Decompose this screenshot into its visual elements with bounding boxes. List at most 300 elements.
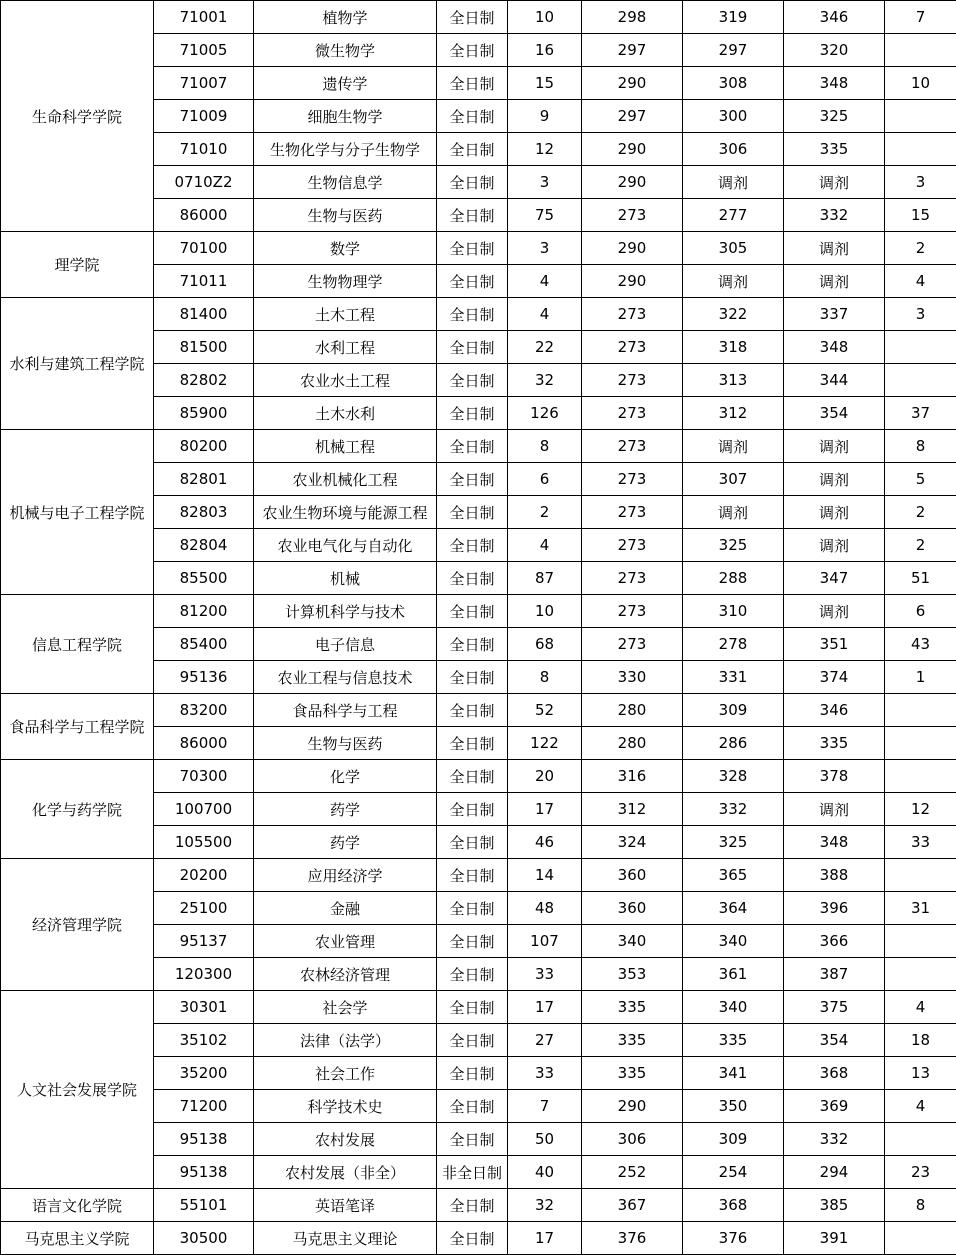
study-mode-cell: 全日制 bbox=[437, 463, 508, 496]
high-score-cell: 375 bbox=[784, 991, 885, 1024]
table-row bbox=[1, 298, 956, 331]
high-score-cell: 354 bbox=[784, 1024, 885, 1057]
count-cell: 8 bbox=[508, 430, 582, 463]
major-cell: 电子信息 bbox=[254, 628, 437, 661]
study-mode-cell: 全日制 bbox=[437, 661, 508, 694]
study-mode-cell: 全日制 bbox=[437, 265, 508, 298]
count-cell: 2 bbox=[508, 496, 582, 529]
low-score-cell: 313 bbox=[683, 364, 784, 397]
low-score-cell: 368 bbox=[683, 1189, 784, 1222]
code-cell: 82802 bbox=[154, 364, 254, 397]
high-score-cell: 396 bbox=[784, 892, 885, 925]
high-score-cell: 调剂 bbox=[784, 265, 885, 298]
high-score-cell: 378 bbox=[784, 760, 885, 793]
count-cell: 16 bbox=[508, 34, 582, 67]
low-score-cell: 278 bbox=[683, 628, 784, 661]
high-score-cell: 346 bbox=[784, 694, 885, 727]
study-mode-cell: 全日制 bbox=[437, 1189, 508, 1222]
high-score-cell: 374 bbox=[784, 661, 885, 694]
extra-cell: 15 bbox=[885, 199, 956, 232]
extra-cell: 12 bbox=[885, 793, 956, 826]
high-score-cell: 368 bbox=[784, 1057, 885, 1090]
code-cell: 95138 bbox=[154, 1123, 254, 1156]
count-cell: 75 bbox=[508, 199, 582, 232]
extra-cell: 10 bbox=[885, 67, 956, 100]
high-score-cell: 调剂 bbox=[784, 463, 885, 496]
extra-cell: 2 bbox=[885, 232, 956, 265]
extra-cell bbox=[885, 760, 956, 793]
table-row bbox=[1, 760, 956, 793]
min-score-cell: 306 bbox=[582, 1123, 683, 1156]
major-cell: 化学 bbox=[254, 760, 437, 793]
study-mode-cell: 全日制 bbox=[437, 133, 508, 166]
count-cell: 87 bbox=[508, 562, 582, 595]
extra-cell bbox=[885, 925, 956, 958]
major-cell: 马克思主义理论 bbox=[254, 1222, 437, 1255]
min-score-cell: 335 bbox=[582, 991, 683, 1024]
extra-cell: 8 bbox=[885, 430, 956, 463]
min-score-cell: 360 bbox=[582, 859, 683, 892]
min-score-cell: 290 bbox=[582, 166, 683, 199]
low-score-cell: 288 bbox=[683, 562, 784, 595]
major-cell: 水利工程 bbox=[254, 331, 437, 364]
min-score-cell: 353 bbox=[582, 958, 683, 991]
code-cell: 95136 bbox=[154, 661, 254, 694]
min-score-cell: 290 bbox=[582, 265, 683, 298]
code-cell: 71010 bbox=[154, 133, 254, 166]
low-score-cell: 305 bbox=[683, 232, 784, 265]
count-cell: 22 bbox=[508, 331, 582, 364]
major-cell: 机械 bbox=[254, 562, 437, 595]
extra-cell: 37 bbox=[885, 397, 956, 430]
study-mode-cell: 全日制 bbox=[437, 67, 508, 100]
min-score-cell: 360 bbox=[582, 892, 683, 925]
low-score-cell: 376 bbox=[683, 1222, 784, 1255]
low-score-cell: 322 bbox=[683, 298, 784, 331]
study-mode-cell: 全日制 bbox=[437, 628, 508, 661]
major-cell: 英语笔译 bbox=[254, 1189, 437, 1222]
college-cell: 信息工程学院 bbox=[1, 595, 154, 694]
count-cell: 52 bbox=[508, 694, 582, 727]
low-score-cell: 309 bbox=[683, 694, 784, 727]
code-cell: 81500 bbox=[154, 331, 254, 364]
college-cell: 水利与建筑工程学院 bbox=[1, 298, 154, 430]
major-cell: 数学 bbox=[254, 232, 437, 265]
extra-cell: 5 bbox=[885, 463, 956, 496]
extra-cell: 8 bbox=[885, 1189, 956, 1222]
high-score-cell: 调剂 bbox=[784, 793, 885, 826]
min-score-cell: 273 bbox=[582, 331, 683, 364]
low-score-cell: 364 bbox=[683, 892, 784, 925]
count-cell: 50 bbox=[508, 1123, 582, 1156]
code-cell: 0710Z2 bbox=[154, 166, 254, 199]
extra-cell bbox=[885, 100, 956, 133]
count-cell: 7 bbox=[508, 1090, 582, 1123]
major-cell: 社会学 bbox=[254, 991, 437, 1024]
min-score-cell: 252 bbox=[582, 1156, 683, 1189]
min-score-cell: 312 bbox=[582, 793, 683, 826]
extra-cell: 7 bbox=[885, 1, 956, 34]
count-cell: 15 bbox=[508, 67, 582, 100]
extra-cell: 6 bbox=[885, 595, 956, 628]
min-score-cell: 280 bbox=[582, 727, 683, 760]
count-cell: 10 bbox=[508, 1, 582, 34]
min-score-cell: 273 bbox=[582, 430, 683, 463]
high-score-cell: 调剂 bbox=[784, 595, 885, 628]
low-score-cell: 325 bbox=[683, 529, 784, 562]
study-mode-cell: 全日制 bbox=[437, 232, 508, 265]
high-score-cell: 调剂 bbox=[784, 529, 885, 562]
min-score-cell: 330 bbox=[582, 661, 683, 694]
code-cell: 30301 bbox=[154, 991, 254, 1024]
low-score-cell: 277 bbox=[683, 199, 784, 232]
code-cell: 85400 bbox=[154, 628, 254, 661]
count-cell: 48 bbox=[508, 892, 582, 925]
study-mode-cell: 全日制 bbox=[437, 694, 508, 727]
code-cell: 86000 bbox=[154, 199, 254, 232]
low-score-cell: 286 bbox=[683, 727, 784, 760]
high-score-cell: 348 bbox=[784, 826, 885, 859]
major-cell: 细胞生物学 bbox=[254, 100, 437, 133]
major-cell: 遗传学 bbox=[254, 67, 437, 100]
high-score-cell: 387 bbox=[784, 958, 885, 991]
extra-cell bbox=[885, 694, 956, 727]
low-score-cell: 308 bbox=[683, 67, 784, 100]
low-score-cell: 297 bbox=[683, 34, 784, 67]
extra-cell bbox=[885, 364, 956, 397]
code-cell: 70100 bbox=[154, 232, 254, 265]
min-score-cell: 367 bbox=[582, 1189, 683, 1222]
low-score-cell: 335 bbox=[683, 1024, 784, 1057]
major-cell: 生物信息学 bbox=[254, 166, 437, 199]
major-cell: 农村发展（非全） bbox=[254, 1156, 437, 1189]
min-score-cell: 335 bbox=[582, 1024, 683, 1057]
low-score-cell: 340 bbox=[683, 991, 784, 1024]
code-cell: 71200 bbox=[154, 1090, 254, 1123]
count-cell: 17 bbox=[508, 991, 582, 1024]
major-cell: 植物学 bbox=[254, 1, 437, 34]
major-cell: 生物化学与分子生物学 bbox=[254, 133, 437, 166]
extra-cell bbox=[885, 727, 956, 760]
study-mode-cell: 全日制 bbox=[437, 430, 508, 463]
major-cell: 农业电气化与自动化 bbox=[254, 529, 437, 562]
count-cell: 33 bbox=[508, 1057, 582, 1090]
major-cell: 农业管理 bbox=[254, 925, 437, 958]
count-cell: 46 bbox=[508, 826, 582, 859]
extra-cell: 4 bbox=[885, 1090, 956, 1123]
code-cell: 35200 bbox=[154, 1057, 254, 1090]
min-score-cell: 273 bbox=[582, 199, 683, 232]
min-score-cell: 273 bbox=[582, 529, 683, 562]
study-mode-cell: 全日制 bbox=[437, 1, 508, 34]
table-row bbox=[1, 595, 956, 628]
low-score-cell: 340 bbox=[683, 925, 784, 958]
college-cell: 人文社会发展学院 bbox=[1, 991, 154, 1189]
min-score-cell: 290 bbox=[582, 232, 683, 265]
high-score-cell: 385 bbox=[784, 1189, 885, 1222]
major-cell: 土木水利 bbox=[254, 397, 437, 430]
major-cell: 生物与医药 bbox=[254, 199, 437, 232]
code-cell: 71007 bbox=[154, 67, 254, 100]
college-cell: 生命科学学院 bbox=[1, 1, 154, 232]
count-cell: 17 bbox=[508, 1222, 582, 1255]
extra-cell bbox=[885, 34, 956, 67]
major-cell: 微生物学 bbox=[254, 34, 437, 67]
high-score-cell: 332 bbox=[784, 199, 885, 232]
code-cell: 35102 bbox=[154, 1024, 254, 1057]
min-score-cell: 273 bbox=[582, 364, 683, 397]
study-mode-cell: 全日制 bbox=[437, 1090, 508, 1123]
high-score-cell: 391 bbox=[784, 1222, 885, 1255]
college-cell: 化学与药学院 bbox=[1, 760, 154, 859]
study-mode-cell: 全日制 bbox=[437, 925, 508, 958]
high-score-cell: 348 bbox=[784, 67, 885, 100]
low-score-cell: 300 bbox=[683, 100, 784, 133]
high-score-cell: 351 bbox=[784, 628, 885, 661]
study-mode-cell: 全日制 bbox=[437, 595, 508, 628]
code-cell: 82804 bbox=[154, 529, 254, 562]
min-score-cell: 280 bbox=[582, 694, 683, 727]
code-cell: 55101 bbox=[154, 1189, 254, 1222]
count-cell: 32 bbox=[508, 364, 582, 397]
study-mode-cell: 全日制 bbox=[437, 727, 508, 760]
low-score-cell: 312 bbox=[683, 397, 784, 430]
table-body bbox=[1, 1, 956, 1255]
count-cell: 3 bbox=[508, 166, 582, 199]
min-score-cell: 273 bbox=[582, 562, 683, 595]
high-score-cell: 294 bbox=[784, 1156, 885, 1189]
high-score-cell: 346 bbox=[784, 1, 885, 34]
count-cell: 126 bbox=[508, 397, 582, 430]
extra-cell: 3 bbox=[885, 166, 956, 199]
extra-cell bbox=[885, 133, 956, 166]
extra-cell: 51 bbox=[885, 562, 956, 595]
extra-cell: 33 bbox=[885, 826, 956, 859]
major-cell: 农林经济管理 bbox=[254, 958, 437, 991]
low-score-cell: 306 bbox=[683, 133, 784, 166]
count-cell: 4 bbox=[508, 298, 582, 331]
major-cell: 农业生物环境与能源工程 bbox=[254, 496, 437, 529]
extra-cell: 2 bbox=[885, 529, 956, 562]
code-cell: 71011 bbox=[154, 265, 254, 298]
high-score-cell: 354 bbox=[784, 397, 885, 430]
major-cell: 应用经济学 bbox=[254, 859, 437, 892]
count-cell: 10 bbox=[508, 595, 582, 628]
extra-cell: 3 bbox=[885, 298, 956, 331]
major-cell: 农业水土工程 bbox=[254, 364, 437, 397]
extra-cell: 13 bbox=[885, 1057, 956, 1090]
low-score-cell: 318 bbox=[683, 331, 784, 364]
table-row bbox=[1, 694, 956, 727]
code-cell: 70300 bbox=[154, 760, 254, 793]
code-cell: 71001 bbox=[154, 1, 254, 34]
study-mode-cell: 全日制 bbox=[437, 199, 508, 232]
low-score-cell: 328 bbox=[683, 760, 784, 793]
study-mode-cell: 全日制 bbox=[437, 760, 508, 793]
min-score-cell: 290 bbox=[582, 67, 683, 100]
study-mode-cell: 全日制 bbox=[437, 496, 508, 529]
min-score-cell: 290 bbox=[582, 1090, 683, 1123]
study-mode-cell: 全日制 bbox=[437, 859, 508, 892]
high-score-cell: 335 bbox=[784, 727, 885, 760]
min-score-cell: 298 bbox=[582, 1, 683, 34]
major-cell: 农业工程与信息技术 bbox=[254, 661, 437, 694]
count-cell: 122 bbox=[508, 727, 582, 760]
study-mode-cell: 全日制 bbox=[437, 364, 508, 397]
low-score-cell: 309 bbox=[683, 1123, 784, 1156]
min-score-cell: 376 bbox=[582, 1222, 683, 1255]
college-cell: 语言文化学院 bbox=[1, 1189, 154, 1222]
high-score-cell: 348 bbox=[784, 331, 885, 364]
college-cell: 经济管理学院 bbox=[1, 859, 154, 991]
count-cell: 33 bbox=[508, 958, 582, 991]
count-cell: 68 bbox=[508, 628, 582, 661]
major-cell: 农村发展 bbox=[254, 1123, 437, 1156]
major-cell: 药学 bbox=[254, 826, 437, 859]
code-cell: 86000 bbox=[154, 727, 254, 760]
major-cell: 生物物理学 bbox=[254, 265, 437, 298]
college-cell: 理学院 bbox=[1, 232, 154, 298]
low-score-cell: 341 bbox=[683, 1057, 784, 1090]
low-score-cell: 310 bbox=[683, 595, 784, 628]
study-mode-cell: 全日制 bbox=[437, 1222, 508, 1255]
low-score-cell: 调剂 bbox=[683, 166, 784, 199]
count-cell: 3 bbox=[508, 232, 582, 265]
major-cell: 食品科学与工程 bbox=[254, 694, 437, 727]
min-score-cell: 335 bbox=[582, 1057, 683, 1090]
low-score-cell: 319 bbox=[683, 1, 784, 34]
high-score-cell: 调剂 bbox=[784, 430, 885, 463]
major-cell: 法律（法学） bbox=[254, 1024, 437, 1057]
code-cell: 85500 bbox=[154, 562, 254, 595]
low-score-cell: 350 bbox=[683, 1090, 784, 1123]
major-cell: 科学技术史 bbox=[254, 1090, 437, 1123]
study-mode-cell: 全日制 bbox=[437, 991, 508, 1024]
study-mode-cell: 全日制 bbox=[437, 958, 508, 991]
college-cell: 机械与电子工程学院 bbox=[1, 430, 154, 595]
high-score-cell: 325 bbox=[784, 100, 885, 133]
min-score-cell: 273 bbox=[582, 496, 683, 529]
study-mode-cell: 全日制 bbox=[437, 1024, 508, 1057]
code-cell: 82803 bbox=[154, 496, 254, 529]
min-score-cell: 340 bbox=[582, 925, 683, 958]
extra-cell: 4 bbox=[885, 991, 956, 1024]
study-mode-cell: 非全日制 bbox=[437, 1156, 508, 1189]
study-mode-cell: 全日制 bbox=[437, 562, 508, 595]
extra-cell bbox=[885, 1222, 956, 1255]
table-row bbox=[1, 1, 956, 34]
code-cell: 83200 bbox=[154, 694, 254, 727]
count-cell: 27 bbox=[508, 1024, 582, 1057]
study-mode-cell: 全日制 bbox=[437, 1057, 508, 1090]
college-cell: 马克思主义学院 bbox=[1, 1222, 154, 1255]
extra-cell bbox=[885, 331, 956, 364]
code-cell: 95138 bbox=[154, 1156, 254, 1189]
study-mode-cell: 全日制 bbox=[437, 34, 508, 67]
min-score-cell: 290 bbox=[582, 133, 683, 166]
low-score-cell: 254 bbox=[683, 1156, 784, 1189]
count-cell: 6 bbox=[508, 463, 582, 496]
count-cell: 107 bbox=[508, 925, 582, 958]
study-mode-cell: 全日制 bbox=[437, 1123, 508, 1156]
major-cell: 生物与医药 bbox=[254, 727, 437, 760]
code-cell: 120300 bbox=[154, 958, 254, 991]
low-score-cell: 调剂 bbox=[683, 430, 784, 463]
extra-cell bbox=[885, 1123, 956, 1156]
high-score-cell: 337 bbox=[784, 298, 885, 331]
high-score-cell: 调剂 bbox=[784, 496, 885, 529]
high-score-cell: 332 bbox=[784, 1123, 885, 1156]
min-score-cell: 273 bbox=[582, 595, 683, 628]
min-score-cell: 273 bbox=[582, 298, 683, 331]
code-cell: 71009 bbox=[154, 100, 254, 133]
major-cell: 金融 bbox=[254, 892, 437, 925]
low-score-cell: 331 bbox=[683, 661, 784, 694]
high-score-cell: 335 bbox=[784, 133, 885, 166]
study-mode-cell: 全日制 bbox=[437, 892, 508, 925]
count-cell: 32 bbox=[508, 1189, 582, 1222]
code-cell: 100700 bbox=[154, 793, 254, 826]
code-cell: 20200 bbox=[154, 859, 254, 892]
low-score-cell: 361 bbox=[683, 958, 784, 991]
table-row bbox=[1, 859, 956, 892]
extra-cell: 31 bbox=[885, 892, 956, 925]
count-cell: 40 bbox=[508, 1156, 582, 1189]
code-cell: 80200 bbox=[154, 430, 254, 463]
major-cell: 药学 bbox=[254, 793, 437, 826]
high-score-cell: 388 bbox=[784, 859, 885, 892]
study-mode-cell: 全日制 bbox=[437, 397, 508, 430]
min-score-cell: 324 bbox=[582, 826, 683, 859]
code-cell: 81200 bbox=[154, 595, 254, 628]
high-score-cell: 调剂 bbox=[784, 232, 885, 265]
code-cell: 105500 bbox=[154, 826, 254, 859]
count-cell: 14 bbox=[508, 859, 582, 892]
count-cell: 20 bbox=[508, 760, 582, 793]
low-score-cell: 325 bbox=[683, 826, 784, 859]
high-score-cell: 320 bbox=[784, 34, 885, 67]
code-cell: 25100 bbox=[154, 892, 254, 925]
code-cell: 82801 bbox=[154, 463, 254, 496]
min-score-cell: 316 bbox=[582, 760, 683, 793]
major-cell: 社会工作 bbox=[254, 1057, 437, 1090]
low-score-cell: 调剂 bbox=[683, 496, 784, 529]
min-score-cell: 297 bbox=[582, 34, 683, 67]
code-cell: 85900 bbox=[154, 397, 254, 430]
extra-cell bbox=[885, 958, 956, 991]
low-score-cell: 332 bbox=[683, 793, 784, 826]
min-score-cell: 273 bbox=[582, 397, 683, 430]
count-cell: 8 bbox=[508, 661, 582, 694]
study-mode-cell: 全日制 bbox=[437, 793, 508, 826]
min-score-cell: 273 bbox=[582, 628, 683, 661]
extra-cell: 23 bbox=[885, 1156, 956, 1189]
extra-cell: 1 bbox=[885, 661, 956, 694]
table-row bbox=[1, 991, 956, 1024]
high-score-cell: 369 bbox=[784, 1090, 885, 1123]
major-cell: 计算机科学与技术 bbox=[254, 595, 437, 628]
major-cell: 农业机械化工程 bbox=[254, 463, 437, 496]
min-score-cell: 273 bbox=[582, 463, 683, 496]
count-cell: 12 bbox=[508, 133, 582, 166]
major-cell: 机械工程 bbox=[254, 430, 437, 463]
major-cell: 土木工程 bbox=[254, 298, 437, 331]
high-score-cell: 347 bbox=[784, 562, 885, 595]
high-score-cell: 366 bbox=[784, 925, 885, 958]
table-row bbox=[1, 232, 956, 265]
count-cell: 9 bbox=[508, 100, 582, 133]
study-mode-cell: 全日制 bbox=[437, 826, 508, 859]
